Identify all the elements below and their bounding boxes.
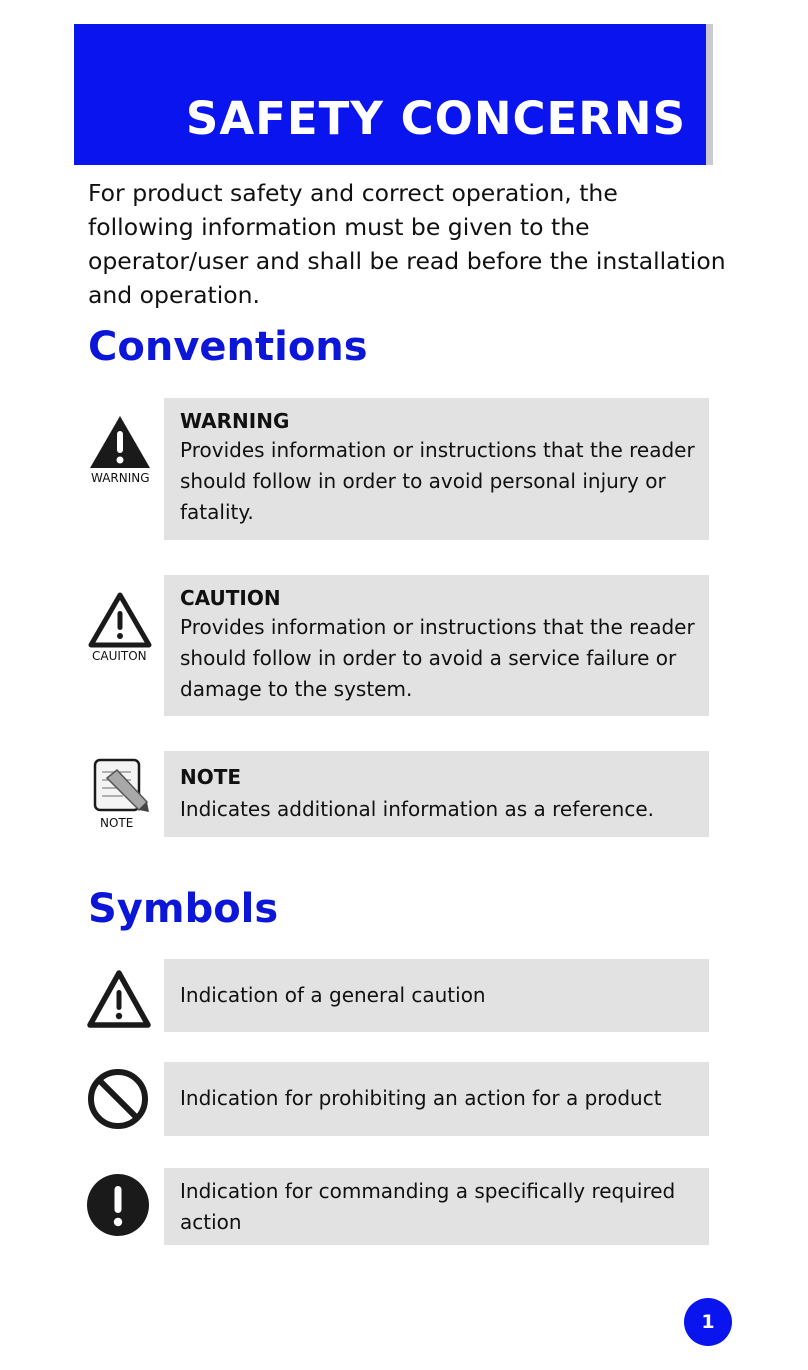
warning-caption: WARNING	[91, 471, 150, 485]
caution-title: CAUTION	[180, 586, 281, 610]
page-title: SAFETY CONCERNS	[185, 92, 686, 145]
caution-icon	[88, 592, 152, 648]
note-icon	[93, 758, 151, 816]
conventions-heading: Conventions	[88, 324, 368, 370]
prohibition-icon	[86, 1067, 150, 1131]
general-caution-text: Indication of a general caution	[180, 983, 486, 1007]
note-title: NOTE	[180, 765, 242, 789]
caution-box	[164, 575, 709, 716]
note-text: Indicates additional information as a reference.	[180, 797, 654, 821]
note-caption: NOTE	[100, 816, 134, 830]
mandatory-action-icon	[86, 1173, 150, 1237]
prohibition-text: Indication for prohibiting an action for a product	[180, 1086, 662, 1110]
header-banner	[74, 24, 713, 165]
warning-box	[164, 398, 709, 540]
note-box	[164, 751, 709, 837]
warning-text: Provides information or instructions that the reader should follow in order to avoid personal injury or fatality.	[180, 438, 695, 524]
symbols-heading: Symbols	[88, 886, 279, 932]
warning-icon	[88, 414, 152, 470]
prohibition-box	[164, 1062, 709, 1136]
general-caution-box	[164, 959, 709, 1032]
caution-caption: CAUITON	[92, 649, 147, 663]
mandatory-action-box	[164, 1168, 709, 1245]
intro-paragraph: For product safety and correct operation, the following information must be given to the operator/user and shall be read before the installation and operation.	[88, 179, 726, 309]
page-number-badge: 1	[684, 1298, 732, 1346]
warning-title: WARNING	[180, 409, 290, 433]
caution-text: Provides information or instructions that the reader should follow in order to avoid a service failure or damage to the system.	[180, 615, 695, 701]
general-caution-icon	[86, 969, 152, 1029]
mandatory-action-text: Indication for commanding a specifically required action	[180, 1179, 676, 1234]
